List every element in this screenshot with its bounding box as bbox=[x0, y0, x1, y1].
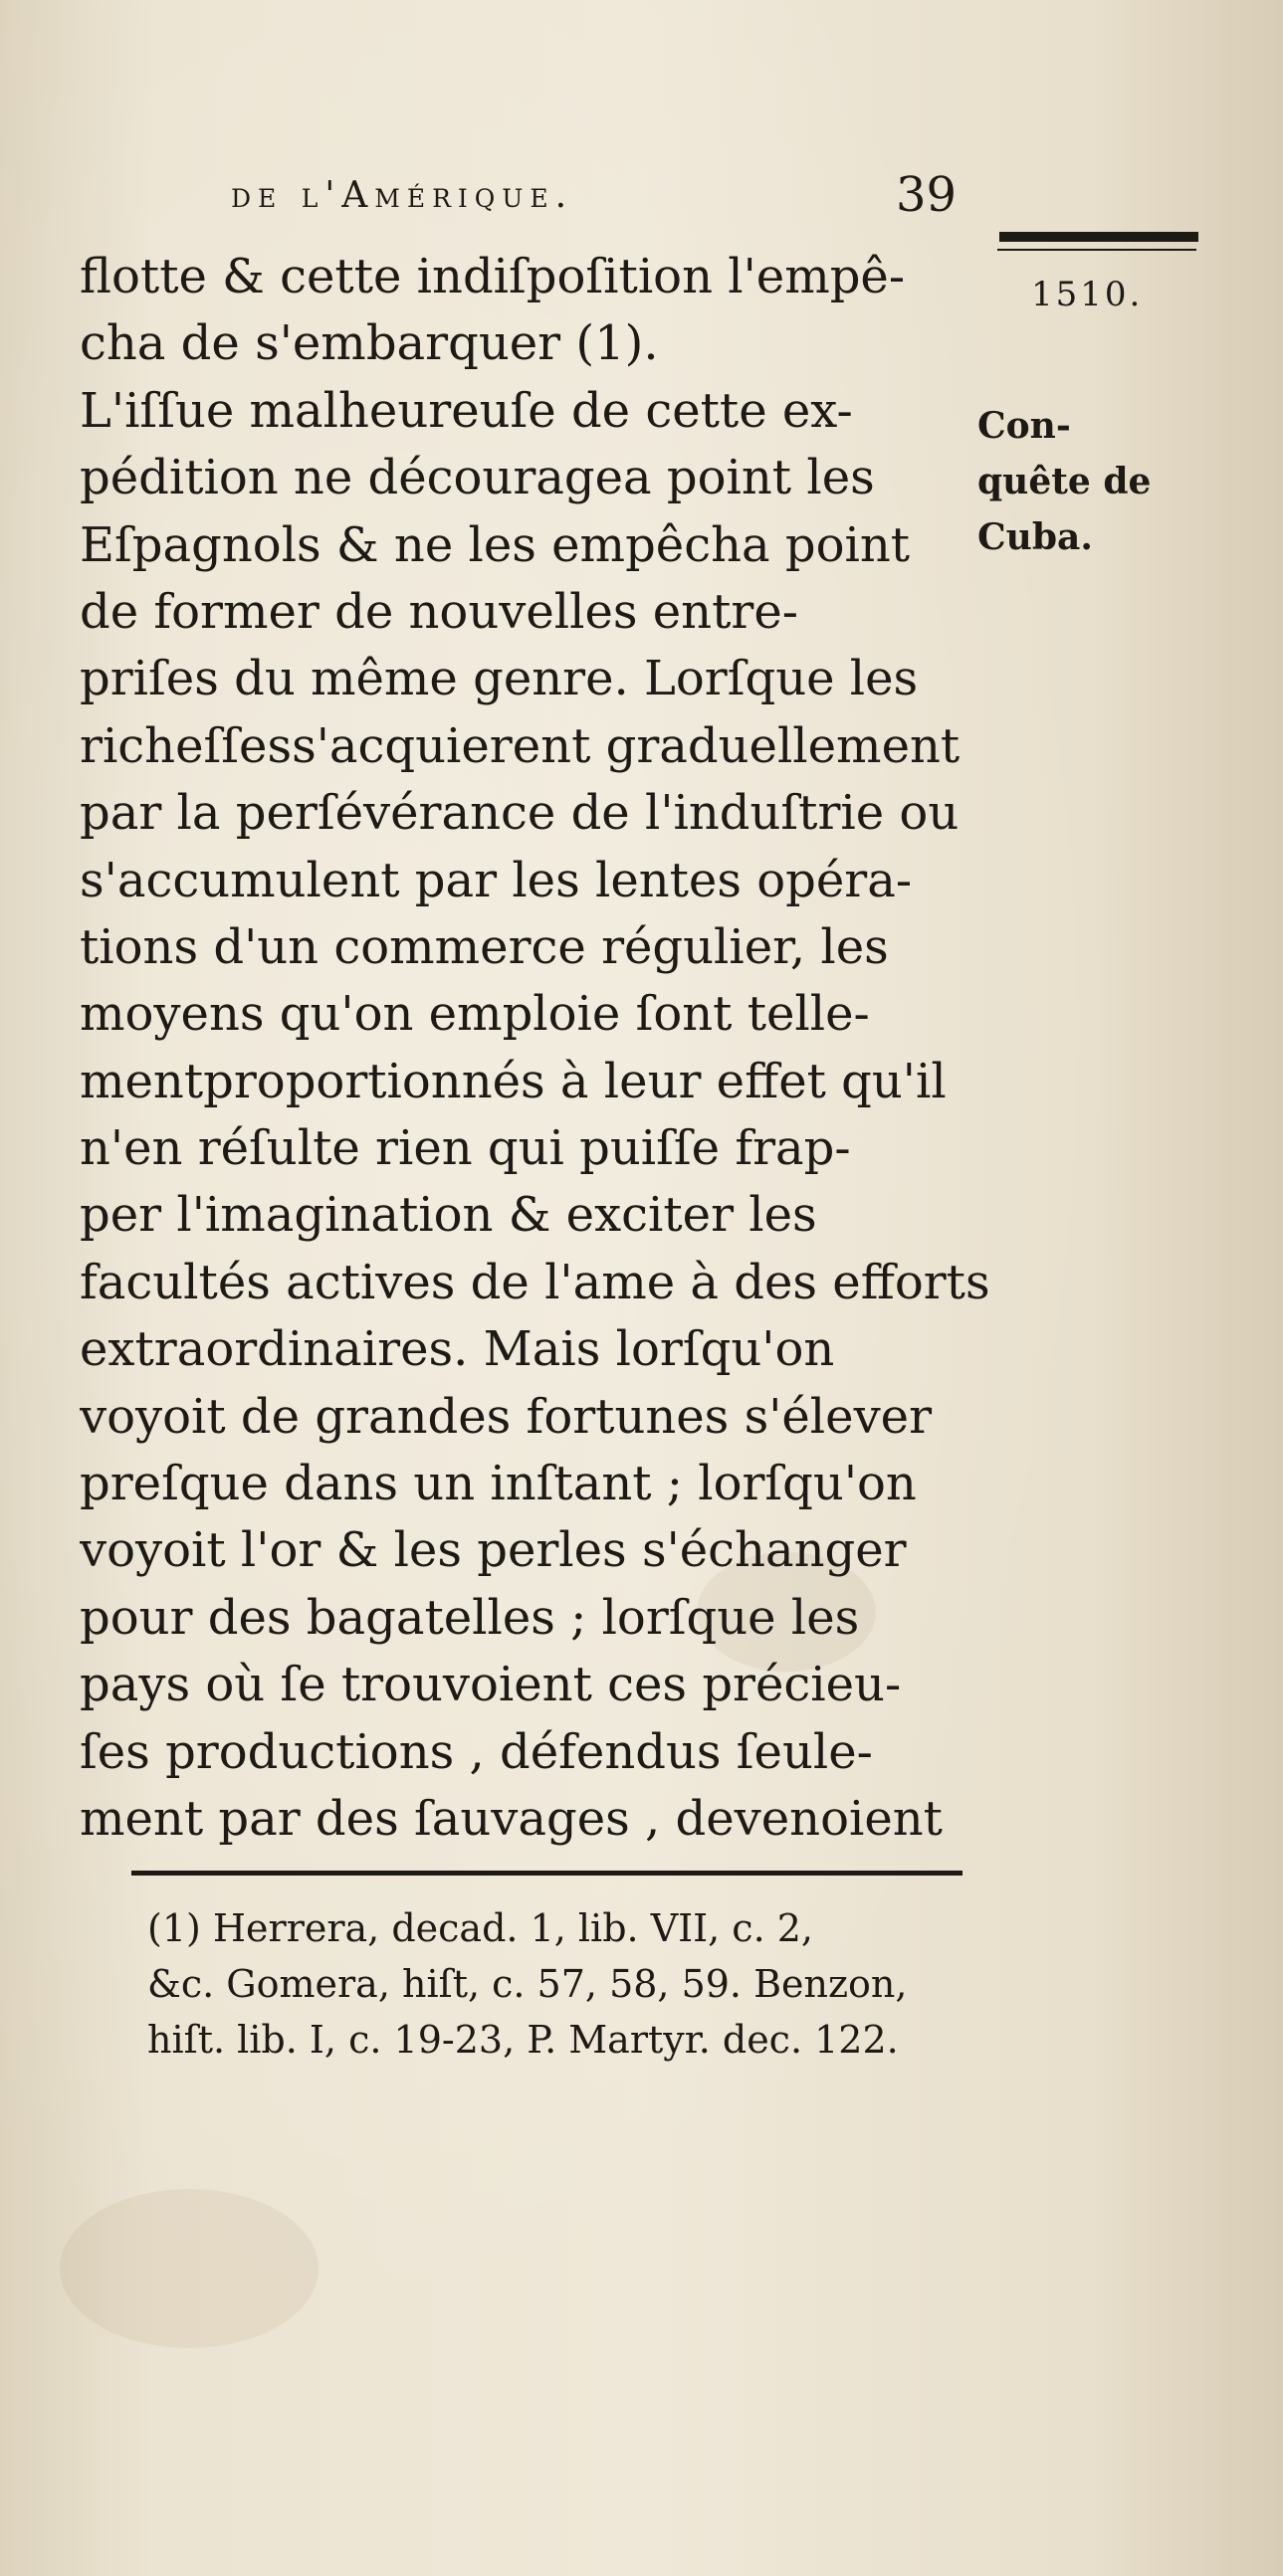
footnote-line: &c. Gomera, hiſt, c. 57, 58, 59. Benzon, bbox=[147, 1962, 908, 2006]
text-line: mentproportionnés à leur effet qu'il bbox=[80, 1053, 947, 1109]
text-line: n'en réſulte rien qui puiſſe frap- bbox=[80, 1120, 851, 1177]
footnote-line: hiſt. lib. I, c. 19-23, P. Martyr. dec. 122. bbox=[147, 2018, 899, 2062]
footnote-rule bbox=[131, 1871, 962, 1876]
text-line: richeſſess'acquierent graduellement bbox=[80, 717, 961, 774]
sidenote-line: quête de bbox=[977, 461, 1152, 502]
text-line: voyoit l'or & les perles s'échanger bbox=[80, 1522, 907, 1579]
text-line: ment par des ſauvages , devenoient bbox=[80, 1790, 943, 1847]
text-line: per l'imagination & exciter les bbox=[80, 1187, 817, 1244]
text-line: pédition ne découragea point les bbox=[80, 450, 875, 506]
text-line: de former de nouvelles entre- bbox=[80, 583, 798, 640]
text-line: moyens qu'on emploie ſont telle- bbox=[80, 986, 870, 1043]
margin-sidenote bbox=[977, 398, 1206, 565]
text-line: pays où ſe trouvoient ces précieu- bbox=[80, 1657, 902, 1713]
text-line: voyoit de grandes fortunes s'élever bbox=[80, 1388, 933, 1445]
text-line: pour des bagatelles ; lorſque les bbox=[80, 1589, 860, 1646]
text-line: s'accumulent par les lentes opéra- bbox=[80, 852, 913, 908]
footnotes bbox=[147, 1900, 1023, 2068]
text-line: L'iſſue malheureuſe de cette ex- bbox=[80, 382, 853, 439]
text-line: tions d'un commerce régulier, les bbox=[80, 918, 889, 975]
sidenote-line: Cuba. bbox=[977, 516, 1093, 558]
page-number: 39 bbox=[896, 167, 958, 223]
running-title: de l'Amérique. bbox=[231, 175, 574, 216]
text-line: Eſpagnols & ne les empêcha point bbox=[80, 516, 911, 573]
footnote-line: (1) Herrera, decad. 1, lib. VII, c. 2, bbox=[147, 1906, 814, 1950]
text-line: flotte & cette indiſpoſition l'empê- bbox=[80, 249, 906, 304]
margin-rule-thin bbox=[997, 249, 1196, 251]
body-text bbox=[80, 244, 1005, 1853]
text-line: priſes du même genre. Lorſque les bbox=[80, 651, 919, 707]
text-line: ſes productions , défendus ſeule- bbox=[80, 1723, 873, 1780]
sidenote-line: Con- bbox=[977, 405, 1071, 447]
page-header bbox=[231, 167, 1017, 227]
paper-stain bbox=[60, 2189, 319, 2348]
text-line: extraordinaires. Mais lorſqu'on bbox=[80, 1321, 835, 1378]
text-line: par la perſévérance de l'induſtrie ou bbox=[80, 785, 960, 842]
margin-year: 1510. bbox=[1031, 275, 1144, 314]
text-line: cha de s'embarquer (1). bbox=[80, 315, 659, 372]
margin-rule-thick bbox=[999, 232, 1198, 242]
text-line: preſque dans un inſtant ; lorſqu'on bbox=[80, 1456, 917, 1512]
text-line: facultés actives de l'ame à des efforts bbox=[80, 1254, 990, 1310]
